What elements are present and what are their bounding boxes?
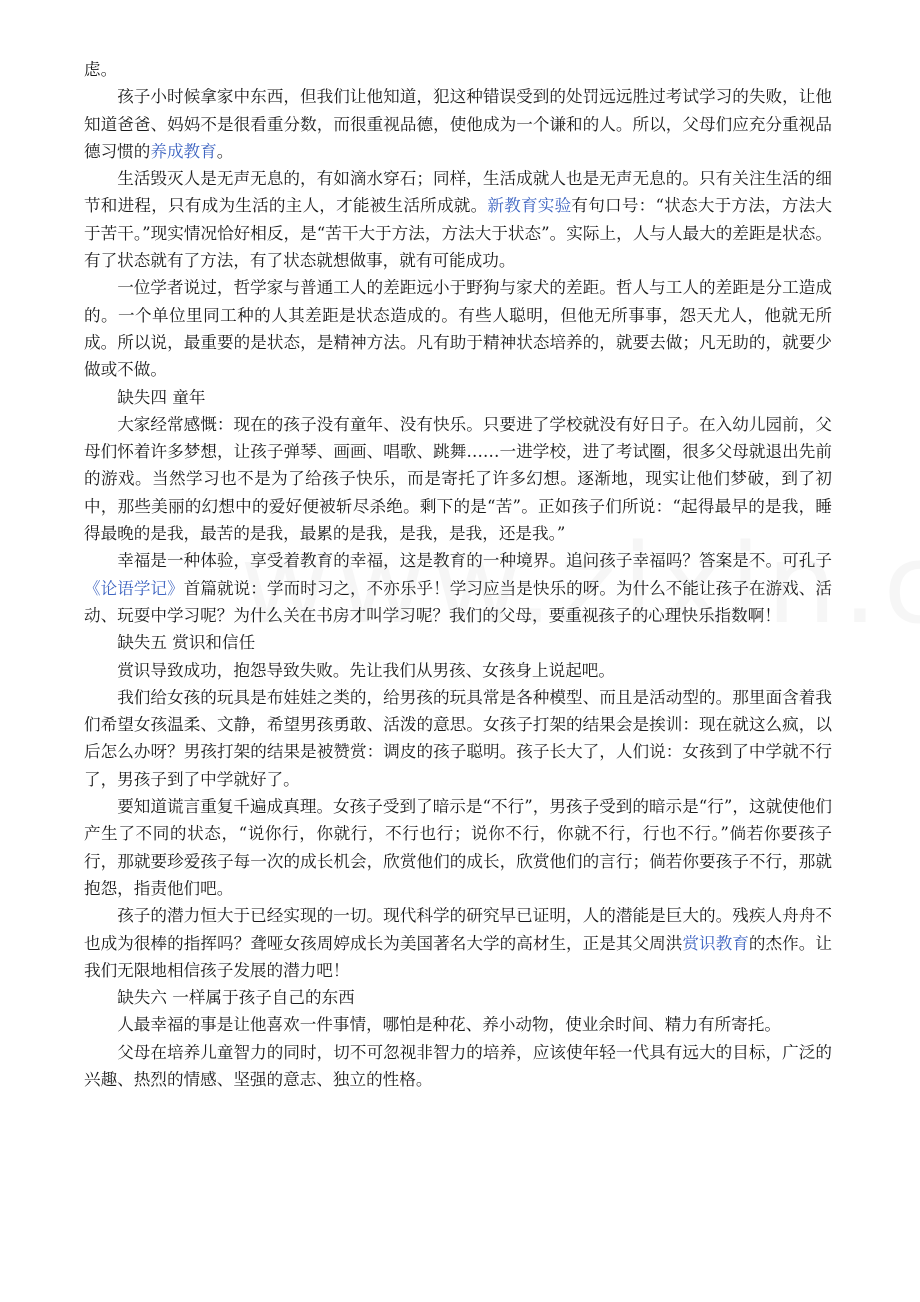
section-heading: [84, 984, 832, 1011]
text-segment: 虑。: [84, 60, 118, 79]
inline-link[interactable]: 新教育实验: [487, 196, 572, 216]
text-segment: 孩子的潜力恒大于已经实现的一切。现代科学的研究早已证明，人的潜能是巨大的。残疾人舟舟不也成为很棒的指挥吗？聋哑女孩周婷成长为美国著名大学的高材生，正是其父周洪: [84, 906, 832, 953]
paragraph: [84, 684, 832, 793]
text-segment: 大家经常感慨：现在的孩子没有童年、没有快乐。只要进了学校就没有好日子。在入幼儿园前，父母们怀着许多梦想，让孩子弹琴、画画、唱歌、跳舞……一进学校，进了考试圈，很多父母就退出先前的游戏。当然学习也不是为了给孩子快乐，而是寄托了许多幻想。逐渐地，现实让他们梦破，到了初中，那些美丽的幻想中的爱好便被斩尽杀绝。剩下的是“苦”。正如孩子们所说：“起得最早的是我，睡得最晚的是我，最苦的是我，最累的是我，是我，是我，还是我。”: [84, 414, 832, 544]
text-segment: 一位学者说过，哲学家与普通工人的差距远小于野狗与家犬的差距。哲人与工人的差距是分工造成的。一个单位里同工种的人其差距是状态造成的。有些人聪明，但他无所事事，怨天尤人，他就无所成。所以说，最重要的是状态，是精神方法。凡有助于精神状态培养的，就要去做；凡无助的，就要少做或不做。: [84, 278, 832, 380]
paragraph: [84, 165, 832, 274]
paragraph: [84, 274, 832, 383]
paragraph: [84, 83, 832, 165]
text-segment: 的杰作。让我们无限地相信孩子发展的潜力吧！: [84, 933, 833, 980]
text-segment: 缺失四 童年: [117, 387, 206, 407]
text-segment: 有句口号：“状态大于方法，方法大于苦干。”现实情况恰好相反，是“苦干大于方法，方法大于状态”。实际上，人与人最大的差距是状态。有了状态就有了方法，有了状态就想做事，就有可能成功。: [84, 196, 833, 271]
inline-link[interactable]: 赏识教育: [682, 933, 749, 953]
paragraph: [84, 411, 832, 547]
text-segment: 幸福是一种体验，享受着教育的幸福，这是教育的一种境界。追问孩子幸福吗？答案是不。可孔子: [117, 551, 832, 571]
text-segment: 缺失六 一样属于孩子自己的东西: [117, 988, 355, 1008]
inline-link[interactable]: 《论语学记》: [84, 578, 184, 598]
section-heading: [84, 384, 832, 411]
text-segment: 孩子小时候拿家中东西，但我们让他知道，犯这种错误受到的处罚远远胜过考试学习的失败，让他知道爸爸、妈妈不是很看重分数，而很重视品德，使他成为一个谦和的人。所以，父母们应充分重视品德习惯的: [84, 87, 832, 161]
text-segment: 父母在培养儿童智力的同时，切不可忽视非智力的培养，应该使年轻一代具有远大的目标，广泛的兴趣、热烈的情感、坚强的意志、独立的性格。: [84, 1042, 832, 1089]
paragraph: [84, 902, 832, 984]
paragraph: [84, 1011, 832, 1038]
text-segment: 。: [216, 141, 234, 161]
text-segment: 缺失五 赏识和信任: [117, 633, 256, 653]
inline-link[interactable]: 养成教育: [150, 141, 217, 161]
text-segment: 要知道谎言重复千遍成真理。女孩子受到了暗示是“不行”，男孩子受到的暗示是“行”，这就使他们产生了不同的状态，“说你行，你就行，不行也行；说你不行，你就不行，行也不行。”倘若你要孩子行，那就要珍爱孩子每一次的成长机会，欣赏他们的成长，欣赏他们的言行；倘若你要孩子不行，那就抱怨，指责他们吧。: [84, 797, 832, 898]
text-segment: 人最幸福的事是让他喜欢一件事情，哪怕是种花、养小动物，使业余时间、精力有所寄托。: [117, 1015, 781, 1035]
document-body: [84, 56, 832, 1093]
text-segment: 首篇就说：学而时习之，不亦乐乎！学习应当是快乐的呀。为什么不能让孩子在游戏、活动、玩耍中学习呢？为什么关在书房才叫学习呢？我们的父母，要重视孩子的心理快乐指数啊！: [84, 578, 833, 625]
paragraph: [84, 547, 832, 629]
paragraph: [84, 56, 832, 83]
text-segment: 我们给女孩的玩具是布娃娃之类的，给男孩的玩具常是各种模型、而且是活动型的。那里面含着我们希望女孩温柔、文静，希望男孩勇敢、活泼的意思。女孩子打架的结果会是挨训：现在就这么疯，以后怎么办呀？男孩打架的结果是被赞赏：调皮的孩子聪明。孩子长大了，人们说：女孩到了中学就不行了，男孩子到了中学就好了。: [84, 687, 832, 789]
paragraph: [84, 793, 832, 902]
paragraph: [84, 657, 832, 684]
paragraph: [84, 1039, 832, 1094]
section-heading: [84, 629, 832, 656]
text-segment: 生活毁灭人是无声无息的，有如滴水穿石；同样，生活成就人也是无声无息的。只有关注生活的细节和进程，只有成为生活的主人，才能被生活所成就。: [84, 169, 832, 216]
text-segment: 赏识导致成功，抱怨导致失败。先让我们从男孩、女孩身上说起吧。: [117, 660, 615, 680]
